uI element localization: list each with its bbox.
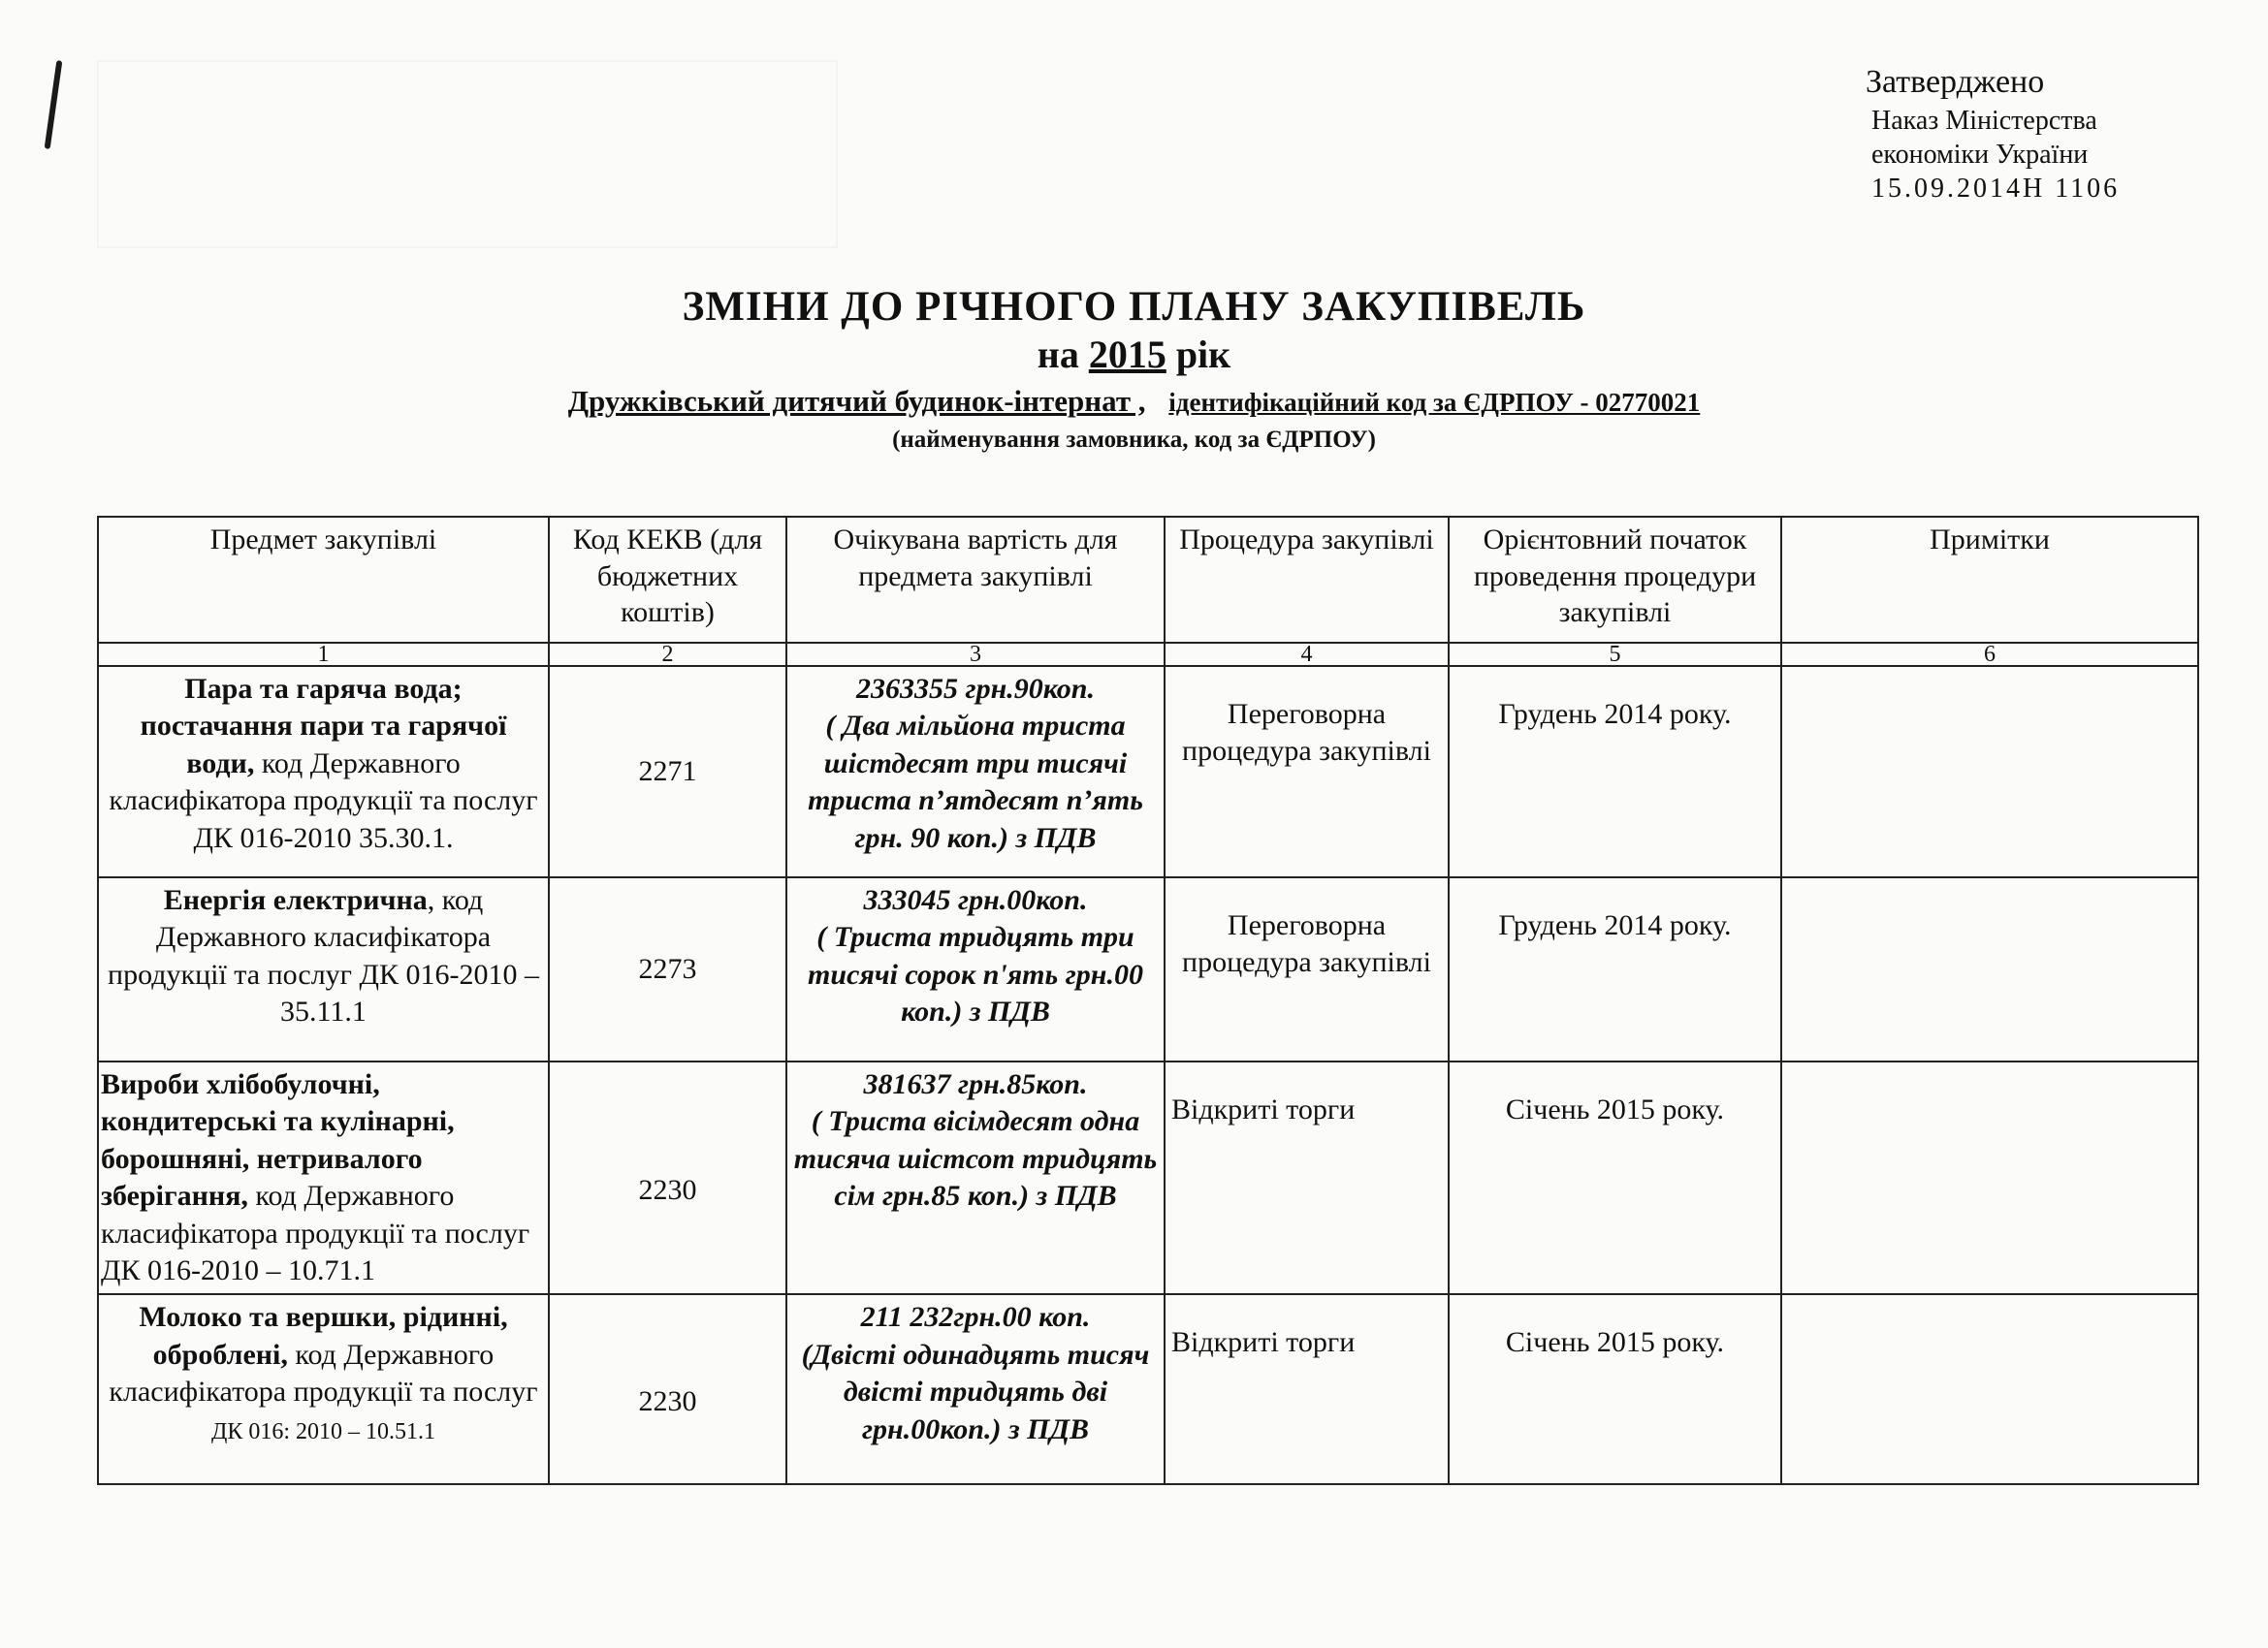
cost-amount: 2363355 грн.90коп. (856, 673, 1095, 705)
kekv-cell: 2230 (549, 1294, 786, 1484)
cost-amount: 381637 грн.85коп. (863, 1068, 1088, 1100)
start-cell: Січень 2015 року. (1449, 1062, 1781, 1294)
table-row (98, 877, 2198, 1062)
header-procedure: Процедура закупівлі (1165, 517, 1449, 643)
subject-text: код Державного класифікатора продукції та послуг (109, 1338, 538, 1409)
notes-cell (1781, 1062, 2198, 1294)
subject-cell (98, 877, 549, 1062)
col-number: 1 (98, 643, 549, 666)
subject-text: код Державного класифікатора продукції та послуг ДК 016-2010 – 10.71.1 (101, 1180, 530, 1286)
approval-line-2: Наказ Міністерства (1871, 105, 2097, 136)
year-value: 2015 (1088, 333, 1166, 376)
procedure-cell: Переговорна процедура закупівлі (1165, 666, 1449, 877)
start-cell: Грудень 2014 року. (1449, 877, 1781, 1062)
table-header-row (98, 517, 2198, 643)
year-suffix: рік (1175, 333, 1231, 376)
subject-code: ДК 016: 2010 – 10.51.1 (210, 1418, 436, 1444)
col-number: 2 (549, 643, 786, 666)
subject-cell (98, 666, 549, 877)
header-kekv: Код КЕКВ (для бюджетних коштів) (549, 517, 786, 643)
table-row (98, 1294, 2198, 1484)
subject-bold: Енергія електрична (163, 884, 428, 916)
start-cell: Січень 2015 року. (1449, 1294, 1781, 1484)
start-cell: Грудень 2014 року. (1449, 666, 1781, 877)
procedure-cell: Відкриті торги (1165, 1294, 1449, 1484)
kekv-cell: 2230 (549, 1062, 786, 1294)
subject-text: , код Державного класифікатора продукції та послуг ДК 016-2010 – 35.11.1 (108, 884, 539, 1029)
cost-cell (786, 877, 1165, 1062)
cost-cell (786, 1294, 1165, 1484)
document-year-line (0, 332, 2268, 377)
procedure-cell: Переговорна процедура закупівлі (1165, 877, 1449, 1062)
cost-words: ( Триста тридцять три тисячі сорок п'ять грн.00 коп.) з ПДВ (808, 921, 1143, 1029)
kekv-cell: 2271 (549, 666, 786, 877)
procurement-plan-table (97, 516, 2199, 1485)
customer-line (0, 384, 2268, 419)
cost-cell (786, 1062, 1165, 1294)
col-number: 6 (1781, 643, 2198, 666)
customer-edrpou: ідентифікаційний код за ЄДРПОУ - 02770021 (1168, 388, 1701, 417)
table-row (98, 666, 2198, 877)
table-number-row (98, 643, 2198, 666)
table-row (98, 1062, 2198, 1294)
bleed-through-shadow (97, 60, 838, 248)
approval-line-1: Затверджено (1866, 64, 2045, 100)
col-number: 4 (1165, 643, 1449, 666)
approval-line-4: 15.09.2014Н 1106 (1871, 173, 2121, 204)
cost-amount: 333045 грн.00коп. (863, 884, 1088, 916)
col-number: 3 (786, 643, 1165, 666)
cost-words: (Двісті одинадцять тисяч двісті тридцять дві грн.00коп.) з ПДВ (801, 1338, 1150, 1445)
customer-caption: (найменування замовника, код за ЄДРПОУ) (892, 427, 1376, 453)
header-subject: Предмет закупівлі (98, 517, 549, 643)
procedure-cell: Відкриті торги (1165, 1062, 1449, 1294)
cost-words: ( Два мільйона триста шістдесят три тисячі триста п’ятдесят п’ять грн. 90 коп.) з ПДВ (808, 710, 1143, 854)
document-title: ЗМІНИ ДО РІЧНОГО ПЛАНУ ЗАКУПІВЕЛЬ (682, 284, 1586, 330)
col-number: 5 (1449, 643, 1781, 666)
header-start: Орієнтовний початок проведення процедури закупівлі (1449, 517, 1781, 643)
cost-words: ( Триста вісімдесят одна тисяча шістсот тридцять сім грн.85 коп.) з ПДВ (793, 1105, 1158, 1213)
subject-text: код Державного класифікатора продукції та послуг ДК 016-2010 35.30.1. (109, 746, 538, 854)
kekv-cell: 2273 (549, 877, 786, 1062)
pen-stroke-mark (45, 60, 63, 149)
subject-cell (98, 1294, 549, 1484)
header-notes: Примітки (1781, 517, 2198, 643)
header-cost: Очікувана вартість для предмета закупівлі (786, 517, 1165, 643)
notes-cell (1781, 1294, 2198, 1484)
year-prefix: на (1037, 333, 1079, 376)
notes-cell (1781, 666, 2198, 877)
approval-line-3: економіки України (1871, 139, 2089, 170)
subject-bold: Пара та гаряча вода; постачання пари та гарячої води, (140, 673, 507, 779)
notes-cell (1781, 877, 2198, 1062)
subject-bold: Вироби хлібобулочні, кондитерські та кулінарні, борошняні, нетривалого зберігання, (101, 1068, 455, 1213)
subject-cell (98, 1062, 549, 1294)
cost-cell (786, 666, 1165, 877)
approval-stamp-block (1866, 62, 2120, 206)
subject-bold: Молоко та вершки, рідинні, оброблені, (139, 1301, 508, 1371)
customer-name: Дружківський дитячий будинок-інтернат , (567, 384, 1146, 418)
cost-amount: 211 232грн.00 коп. (860, 1301, 1091, 1334)
